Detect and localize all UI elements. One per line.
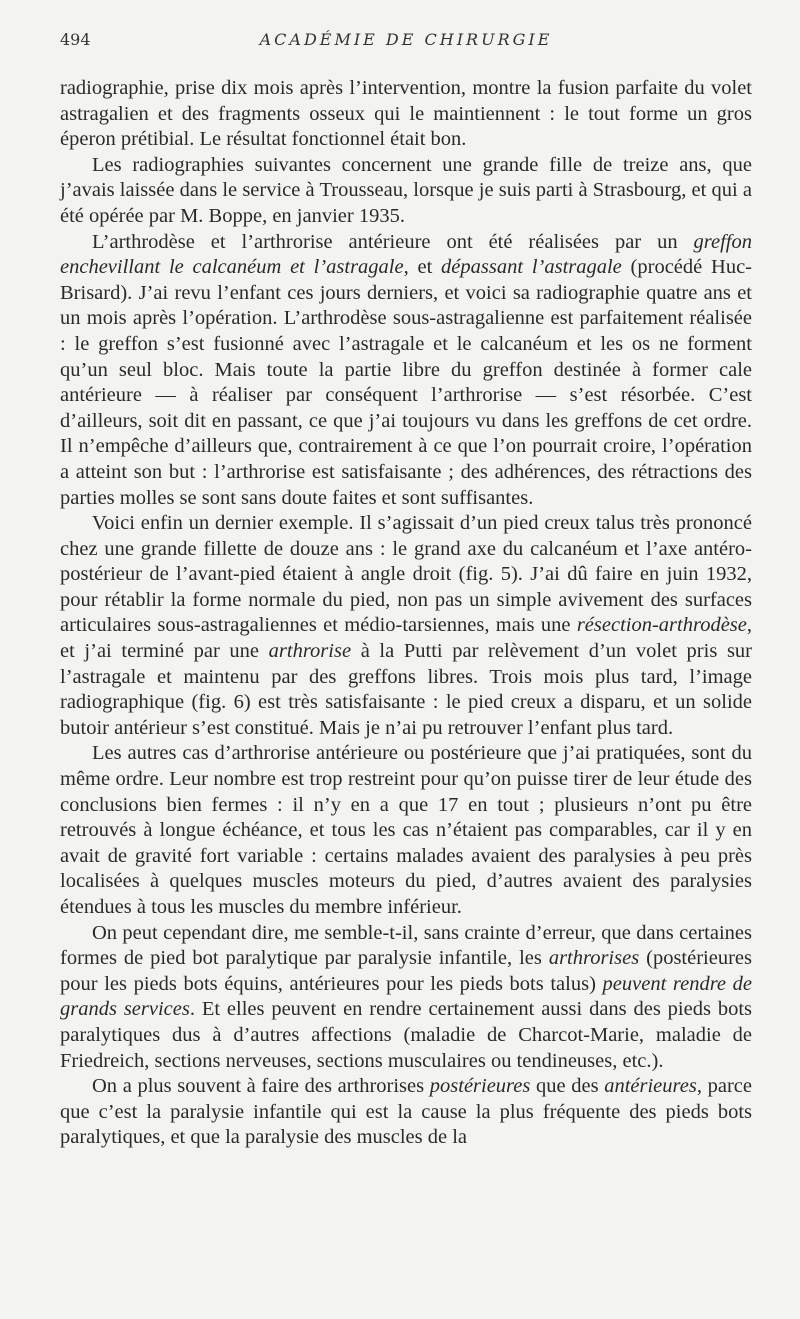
page-header — [60, 30, 752, 54]
paragraph — [60, 76, 752, 153]
italic-text: dépassant l’astragale — [441, 256, 622, 279]
text-run: radiographie, prise dix mois après l’intervention, montre la fusion parfaite du volet astragalien et des fragments osseux qui le maintiennent : le tout forme un gros éperon prétibial. Le résultat fonctionnel était bon. — [60, 77, 752, 151]
body-text — [60, 76, 752, 1151]
italic-text: antérieures — [604, 1075, 697, 1098]
paragraph — [60, 1074, 752, 1151]
running-title: ACADÉMIE DE CHIRURGIE — [259, 30, 553, 49]
text-run: On a plus souvent à faire des arthrorises — [92, 1075, 430, 1098]
italic-text: greffon enchevillant le calcanéum et l’astragale — [60, 230, 752, 279]
text-run: Voici enfin un dernier exemple. Il s’agissait d’un pied creux talus très prononcé chez une grande fillette de douze ans : le grand axe du calcanéum et l’axe antéro-postérieur de l’avant-pied étaient à angle droit (fig. 5). J’ai dû faire en juin 1932, pour rétablir la forme normale du pied, non pas un simple avivement des surfaces articulaires sous-astragaliennes et médio-tarsiennes, mais une — [60, 512, 752, 637]
page-number: 494 — [60, 30, 91, 49]
text-run: à la Putti par relèvement d’un volet pris sur l’astragale et maintenu par des greffons libres. Trois mois plus tard, l’image radiographique (fig. 6) est très satisfaisante : le pied creux a disparu, et un solide butoir antérieur s’est constitué. Mais je n’ai pu retrouver l’enfant plus tard. — [60, 640, 752, 739]
text-run: (procédé Huc-Brisard). J’ai revu l’enfant ces jours derniers, et voici sa radiographie quatre ans et un mois après l’opération. L’arthrodèse sous-astragalienne est parfaitement réalisée : le greffon s’est fusionné avec l’astragale et le calcanéum et les os ne forment qu’un seul bloc. Mais toute la partie libre du greffon destinée à former cale antérieure — à réaliser par conséquent l’arthrorise — s’est résorbée. C’est d’ailleurs, soit dit en passant, ce que j’ai toujours vu dans les greffons de cet ordre. Il n’empêche d’ailleurs que, contrairement à ce que l’on pourrait croire, l’opération a atteint son but : l’arthrorise est satisfaisante ; des adhérences, des rétractions des parties molles se sont sans doute faites et sont suffisantes. — [60, 256, 752, 509]
text-run: (postérieures pour les pieds bots équins, antérieures pour les pieds bots talus) — [60, 947, 752, 995]
paragraph — [60, 511, 752, 741]
italic-text: peuvent rendre de grands services — [60, 972, 752, 1021]
paragraph — [60, 153, 752, 230]
italic-text: postérieures — [429, 1075, 531, 1098]
italic-text: arthrorises — [548, 947, 640, 970]
italic-text: arthrorise — [268, 640, 352, 663]
text-run: L’arthrodèse et l’arthrorise antérieure ont été réalisées par un — [92, 230, 694, 253]
text-run: , et — [403, 256, 442, 279]
text-run: , parce que c’est la paralysie infantile qui est la cause la plus fréquente des pieds bots paralytiques, et que la paralysie des muscles de la — [60, 1075, 752, 1149]
text-run: On peut cependant dire, me semble-t-il, sans crainte d’erreur, que dans certaines formes de pied bot paralytique par paralysie infantile, les — [60, 921, 752, 970]
text-run: que des — [530, 1075, 605, 1098]
paragraph — [60, 921, 752, 1075]
paragraph — [60, 741, 752, 920]
paragraph — [60, 230, 752, 512]
text-run: , et j’ai terminé par une — [60, 614, 752, 663]
text-run: Les autres cas d’arthrorise antérieure ou postérieure que j’ai pratiquées, sont du même ordre. Leur nombre est trop restreint pour qu’on puisse tirer de leur étude des conclusions bien fermes : il n’y en a que 17 en tout ; plusieurs n’ont pu être retrouvés à longue échéance, et tous les cas n’étaient pas comparables, car il y en avait de gravité fort variable : certains malades avaient des paralysies à peu près localisées à quelques muscles moteurs du pied, d’autres avaient des paralysies étendues à tous les muscles du membre inférieur. — [60, 742, 752, 918]
italic-text: résection-arthrodèse — [576, 614, 747, 637]
text-run: . Et elles peuvent en rendre certainement aussi dans des pieds bots paralytiques dus à d’autres affections (maladie de Charcot-Marie, maladie de Friedreich, sections nerveuses, sections musculaires ou tendineuses, etc.). — [60, 998, 752, 1072]
text-run: Les radiographies suivantes concernent une grande fille de treize ans, que j’avais laissée dans le service à Trousseau, lorsque je suis parti à Strasbourg, et qui a été opérée par M. Boppe, en janvier 1935. — [60, 153, 752, 227]
